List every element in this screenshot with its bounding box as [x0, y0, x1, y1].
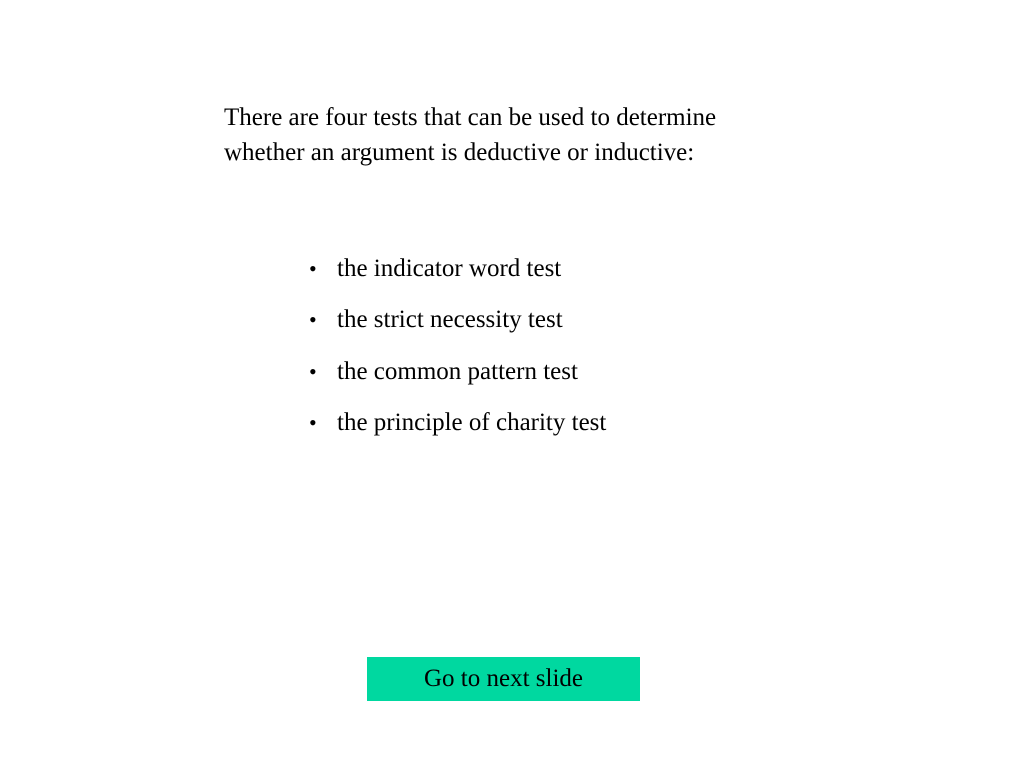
test-label: the principle of charity test: [337, 408, 607, 436]
next-slide-button[interactable]: Go to next slide: [367, 657, 640, 701]
test-label: the common pattern test: [337, 357, 578, 385]
bullet-icon: •: [309, 307, 317, 333]
test-label: the indicator word test: [337, 255, 562, 282]
intro-line-1: There are four tests that can be used to determine: [224, 104, 717, 131]
bullet-icon: •: [309, 358, 317, 384]
test-list: [309, 254, 606, 459]
bullet-icon: •: [309, 256, 317, 281]
list-item: [309, 254, 606, 284]
bullet-icon: •: [309, 409, 317, 435]
list-item: [309, 305, 606, 335]
list-item: [309, 408, 606, 438]
intro-line-2: whether an argument is deductive or inductive:: [224, 139, 695, 166]
list-item: [309, 357, 606, 387]
intro-text: [224, 100, 824, 170]
test-label: the strict necessity test: [337, 306, 563, 334]
